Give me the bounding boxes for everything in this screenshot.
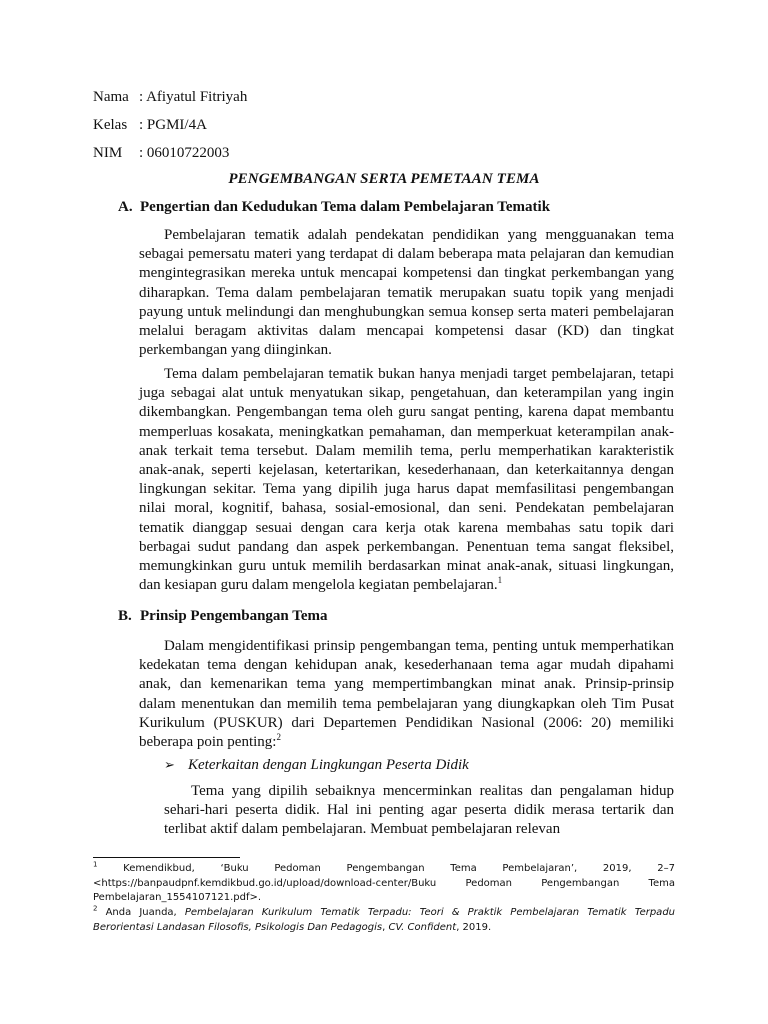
section-b-number: B. [118,608,132,624]
section-b-title: Prinsip Pengembangan Tema [140,608,328,624]
class-label: Kelas [93,117,128,133]
footnote-2-mark: 2 [93,904,98,913]
section-a-paragraph-1 [139,226,674,360]
bullet-item [164,757,469,774]
footnote-1-mark: 1 [93,860,98,869]
nim-label: NIM [93,145,123,161]
section-b-heading [118,608,328,625]
footnote-divider [93,857,240,858]
section-a-number: A. [118,199,133,215]
section-b-paragraph-1 [139,637,674,752]
footnote-2 [93,906,675,935]
section-a-paragraph-2-text: Tema dalam pembelajaran tematik bukan hanya menjadi target pembelajaran, tetapi juga sebagai alat untuk menyatukan sikap, pengetahuan, dan keterampilan yang ingin dikembangkan. Pengembangan tema oleh guru sangat penting, karena dapat membantu memperluas kosakata, meningkatkan pemahaman, dan memperkuat keterampilan anak-anak terkait tema tersebut. Dalam memilih tema, perlu memperhatikan karakteristik anak-anak, seperti kejelasan, ketertarikan, kesederhanaan, dan keterkaitannya dengan lingkungan sekitar. Tema yang dipilih juga harus dapat memfasilitasi pengembangan nilai moral, kognitif, bahasa, sosial-emosional, dan seni. Pendekatan pembelajaran tematik dianggap sesuai dengan cara kerja otak karena membahas satu topik dari berbagai sudut pandang dan aspek perkembangan. Penentuan tema sangat fleksibel, memungkinkan guru untuk memilih berdasarkan minat anak-anak, situasi lingkungan, dan kesiapan guru dalam mengelola kegiatan pembelajaran. [139,366,674,594]
section-a-paragraph-2 [139,365,674,595]
bullet-paragraph [164,782,674,840]
section-b-paragraph-1-text: Dalam mengidentifikasi prinsip pengembangan tema, penting untuk memperhatikan kedekatan tema dengan kehidupan anak, kesederhanaan tema agar mudah dipahami anak, dan kemenarikan tema yang mempertimbangkan minat anak. Prinsip-prinsip dalam menentukan dan memilih tema pembelajaran yang diungkapkan oleh Tim Pusat Kurikulum (PUSKUR) dari Departemen Pendidikan Nasional (2006: 20) memiliki beberapa poin penting: [139,638,674,751]
class-row [93,116,207,134]
footnote-ref-1[interactable]: 1 [497,575,503,586]
name-label: Nama [93,89,129,105]
class-value: : PGMI/4A [139,117,207,133]
name-row [93,88,247,106]
section-a-title: Pengertian dan Kedudukan Tema dalam Pembelajaran Tematik [140,199,551,215]
name-value: : Afiyatul Fitriyah [139,89,248,105]
footnote-2-publisher: CV. Confident [388,921,457,933]
footnote-ref-2[interactable]: 2 [276,732,281,743]
footnote-2-author: Anda Juanda, [105,907,177,918]
footnote-1-text: Kemendikbud, ‘Buku Pedoman Pengembangan Tema Pembelajaran’, 2019, 2–7 <https://banpaudpnf.kemdikbud.go.id/upload/download-center/Buku Pedoman Pengembangan Tema Pembelajaran_1554107121.pdf>. [93,863,675,903]
nim-value: : 06010722003 [139,145,230,161]
arrow-bullet-icon: ➢ [164,757,175,772]
footnote-1 [93,862,675,906]
nim-row [93,144,229,162]
section-a-paragraph-1-text: Pembelajaran tematik adalah pendekatan pendidikan yang mengguanakan tema sebagai pemersatu materi yang terdapat di dalam beberapa mata pelajaran dan kemudian mengintegrasikan mereka untuk mencapai kompetensi dan tingkat perkembangan yang diharapkan. Tema dalam pembelajaran tematik merupakan suatu topik yang menjadi payung untuk melindungi dan menghubungkan semua konsep serta materi pembelajaran melalui beragam aktivitas dalam mencapai kompetensi dasar (KD) dan tingkat perkembangan yang diinginkan. [139,227,674,359]
footnote-2-title: Pembelajaran Kurikulum Tematik Terpadu: Teori & Praktik Pembelajaran Tematik Terpadu Berorientasi Landasan Filosofis, Psikologis Dan Pedagogis [93,907,675,933]
footnote-2-year: , 2019. [456,921,492,933]
bullet-title: Keterkaitan dengan Lingkungan Peserta Didik [188,757,469,773]
document-title: PENGEMBANGAN SERTA PEMETAAN TEMA [228,171,540,187]
section-a-heading [118,199,550,216]
footnote-2-separator: , [382,921,389,933]
bullet-paragraph-text: Tema yang dipilih sebaiknya mencerminkan realitas dan pengalaman hidup sehari-hari peserta didik. Hal ini penting agar peserta didik merasa tertarik dan terlibat aktif dalam pembelajaran. Membuat pembelajaran relevan [164,783,674,838]
